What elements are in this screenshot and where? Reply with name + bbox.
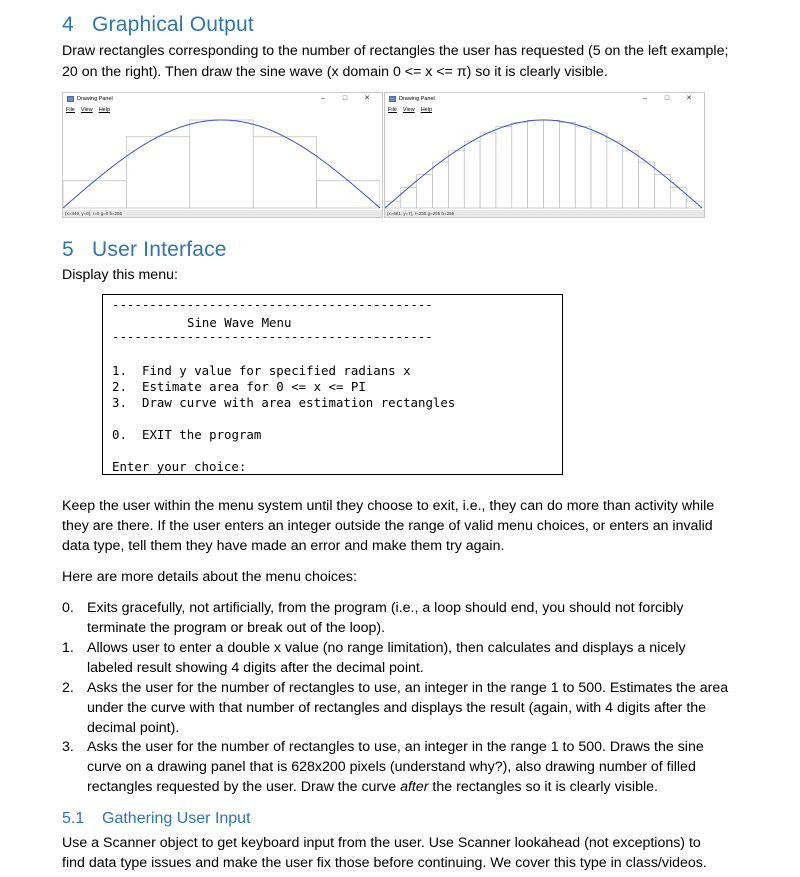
window-titlebar [385,93,704,105]
section-number: 5 [62,238,74,261]
area-rectangle [433,162,449,208]
window-menubar [385,105,704,115]
detail-line-emphasis: after [400,779,429,795]
detail-line: Asks the user for the number of rectangles to use, an integer in the range 1 to 500. Draws the sine [87,739,704,755]
menu-title: Sine Wave Menu [187,315,292,330]
detail-item-1 [62,638,722,678]
window-title: Drawing Panel [399,96,435,102]
window-menubar [63,105,382,115]
section-5-1-line-2: find data type issues and make the user fix those before continuing. We cover this type in class/videos. [62,855,707,871]
menu-option-0: EXIT the program [142,427,262,442]
area-rectangle [464,141,480,208]
close-icon[interactable]: ✕ [364,95,370,102]
keep-paragraph-line-2: they are there. If the user enters an integer outside the range of valid menu choices, or enters an invalid [62,518,713,534]
menu-option-2-number: 2. [112,379,127,394]
area-rectangle [686,201,702,208]
window-title: Drawing Panel [77,96,113,102]
area-rectangle [126,137,189,208]
minimize-icon[interactable]: – [643,95,647,102]
menu-dashes-top: ------------------------------------------- [112,297,433,312]
detail-number: 3. [62,739,74,755]
maximize-icon[interactable]: □ [342,95,348,102]
window-controls [634,93,700,105]
status-bar: (x=349, y=0), r=0 g=0 b=255 [63,210,382,217]
menu-help[interactable]: Help [420,107,433,113]
drawing-canvas-left [63,117,380,209]
detail-line-part: the rectangles so it is clearly visible. [428,779,658,795]
detail-line: terminate the program or break out of the loop). [87,620,386,636]
area-rectangle [639,162,655,208]
menu-view[interactable]: View [402,107,415,113]
area-rectangle [670,187,686,208]
detail-item-0 [62,598,722,638]
area-rectangle [512,122,528,208]
section-5-1-heading [62,810,251,828]
keep-paragraph-line-3: data type, tell them they have made an error and make them try again. [62,538,505,554]
window-titlebar [63,93,382,105]
menu-file[interactable]: File [66,107,75,113]
section-number: 5.1 [62,810,85,827]
keep-paragraph-line-1: Keep the user within the menu system until they choose to exit, i.e., they can do more than activity while [62,498,715,514]
menu-prompt: Enter your choice: [112,459,247,474]
area-rectangle [253,137,316,208]
menu-file[interactable]: File [388,107,397,113]
details-intro: Here are more details about the menu choices: [62,569,357,585]
section-5-heading [62,238,227,262]
area-rectangle [544,120,560,208]
detail-line: curve on a drawing panel that is 628x200 pixels (understand why?), also drawing number of filled [87,759,696,775]
detail-number: 1. [62,640,74,656]
detail-line: decimal point). [87,720,180,736]
drawing-canvas-right [385,117,702,209]
menu-option-1: Find y value for specified radians x [142,363,411,378]
detail-text [87,598,722,638]
section-4-heading [62,13,254,37]
maximize-icon[interactable]: □ [664,95,670,102]
area-rectangle [575,127,591,208]
section-number: 4 [62,13,74,36]
menu-option-2: Estimate area for 0 <= x <= PI [142,379,366,394]
detail-line-part: rectangles requested by the user. Draw the curve [87,779,401,795]
detail-line: under the curve with that number of rectangles and displays the result (again, with 4 digits after the [87,700,707,716]
window-controls [312,93,378,105]
close-icon[interactable]: ✕ [686,95,692,102]
detail-item-3 [62,737,722,797]
section-5-intro: Display this menu: [62,267,178,283]
section-4-paragraph-line-2: 20 on the right). Then draw the sine wave (x domain 0 <= x <= π) so it is clearly visible. [62,64,608,80]
area-rectangle [528,120,544,208]
area-rectangle [317,181,380,208]
detail-text [87,737,722,797]
app-icon [389,96,396,102]
detail-item-2 [62,678,729,738]
area-rectangle [190,120,253,208]
menu-dashes-bottom: ------------------------------------------- [112,329,433,344]
sine-wave-menu-box [102,294,563,475]
menu-option-0-number: 0. [112,427,127,442]
area-rectangle [448,151,464,208]
detail-line: Asks the user for the number of rectangles to use, an integer in the range 1 to 500. Estimates the area [87,680,729,696]
detail-number: 2. [62,680,74,696]
drawing-panel-right [384,92,705,218]
minimize-icon[interactable]: – [321,95,325,102]
area-rectangle [385,201,401,208]
detail-line [87,777,722,797]
app-icon [67,96,74,102]
menu-help[interactable]: Help [98,107,111,113]
section-title: Graphical Output [92,13,254,36]
area-rectangle [401,187,417,208]
area-rectangle [607,141,623,208]
status-bar: (x=681, y=7), r=255 g=255 b=255 [385,210,704,217]
section-5-1-line-1: Use a Scanner object to get keyboard input from the user. Use Scanner lookahead (not exceptions) to [62,835,701,851]
area-rectangle [559,122,575,208]
section-title: Gathering User Input [102,810,251,827]
section-title: User Interface [92,238,227,261]
detail-text [87,678,729,738]
section-4-paragraph-line-1: Draw rectangles corresponding to the number of rectangles the user has requested (5 on the left example; [62,43,729,59]
detail-line: labeled result showing 4 digits after the decimal point. [87,660,424,676]
area-rectangle [496,127,512,208]
menu-option-3-number: 3. [112,395,127,410]
area-rectangle [480,133,496,208]
menu-view[interactable]: View [80,107,93,113]
detail-line: Exits gracefully, not artificially, from the program (i.e., a loop should end, you should not forcibly [87,600,684,616]
menu-option-3: Draw curve with area estimation rectangles [142,395,456,410]
menu-option-1-number: 1. [112,363,127,378]
area-rectangle [591,133,607,208]
drawing-panel-left [62,92,383,218]
area-rectangle [623,151,639,208]
area-rectangle [63,181,126,208]
detail-number: 0. [62,600,74,616]
detail-text [87,638,722,678]
detail-line: Allows user to enter a double x value (no range limitation), then calculates and displays a nicely [87,640,686,656]
